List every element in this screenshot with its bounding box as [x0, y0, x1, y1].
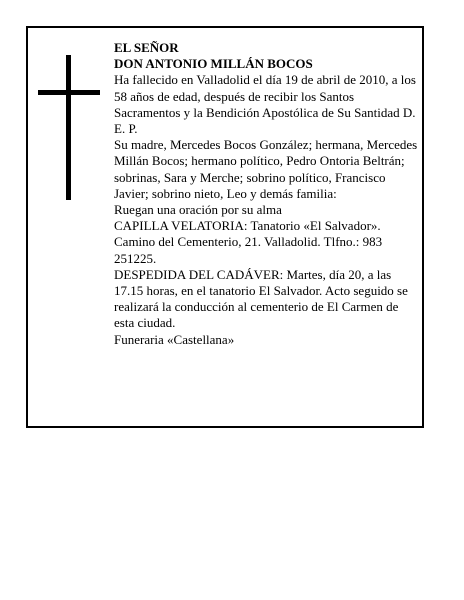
cross-vertical-bar [66, 55, 71, 200]
obituary-notice [26, 26, 424, 428]
notice-paragraph-farewell: DESPEDIDA DEL CADÁVER: Martes, día 20, a las 17.15 horas, en el tanatorio El Salvador. Acto seguido se realizará la conducción al cementerio de El Carmen de esta ciudad. [114, 266, 408, 331]
notice-text [114, 40, 420, 348]
notice-paragraph-death: Ha fallecido en Valladolid el día 19 de abril de 2010, a los 58 años de edad, después de recibir los Santos Sacramentos y la Bendición Apostólica de Su Santidad D. E. P. [114, 72, 416, 137]
notice-paragraph-funeral-home: Funeraria «Castellana» [114, 331, 235, 347]
cross-icon [38, 55, 100, 200]
cross-horizontal-bar [38, 90, 100, 95]
notice-paragraph-family: Su madre, Mercedes Bocos González; hermana, Mercedes Millán Bocos; hermano político, Pedro Ontoria Beltrán; sobrinas, Sara y Merche; sobrino político, Francisco Javier; sobrino nieto, Leo y demás familia: [114, 137, 418, 201]
notice-paragraph-chapel: CAPILLA VELATORIA: Tanatorio «El Salvador». Camino del Cementerio, 21. Valladolid. Tlfno.: 983 251225. [114, 218, 383, 266]
notice-heading-name: DON ANTONIO MILLÁN BOCOS [114, 56, 313, 72]
notice-paragraph-prayer: Ruegan una oración por su alma [114, 202, 282, 218]
notice-heading-title: EL SEÑOR [114, 40, 179, 55]
